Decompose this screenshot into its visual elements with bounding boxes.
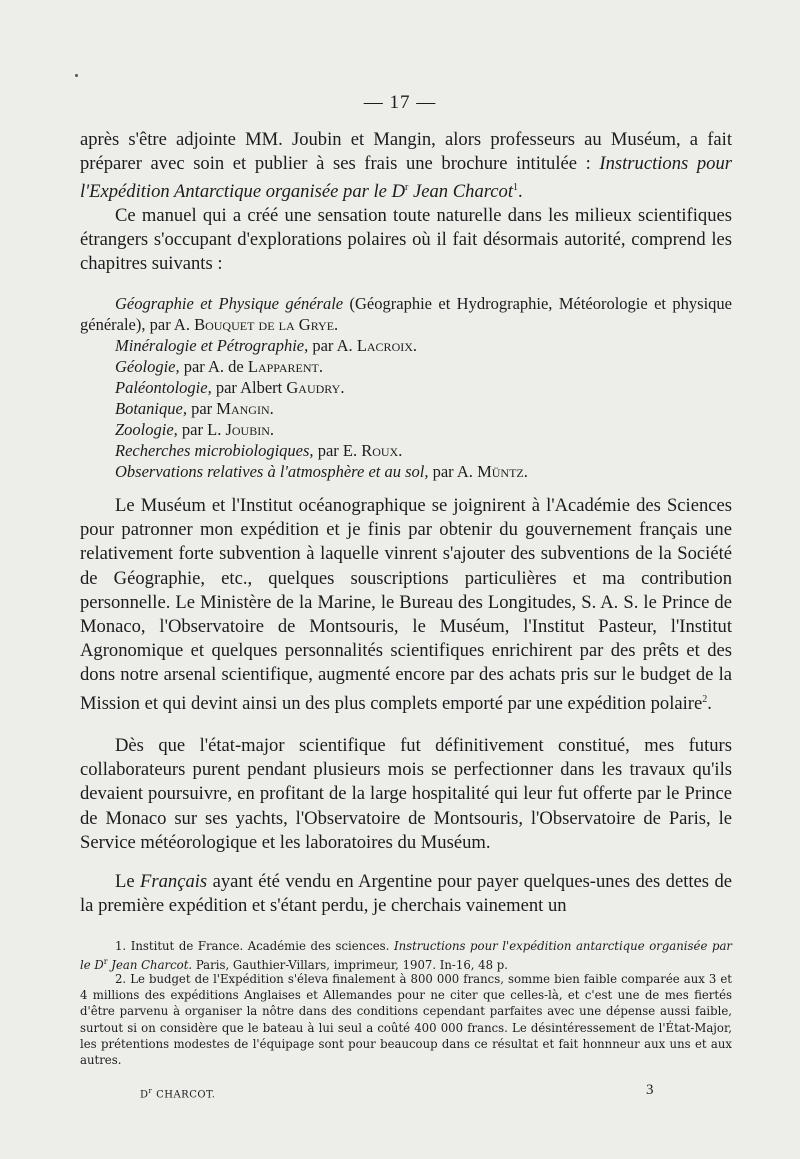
chapter-title: Zoologie,	[115, 420, 178, 439]
chapter-list	[80, 293, 732, 482]
chapter-title: Botanique,	[115, 399, 187, 418]
paragraph-3-end: .	[707, 692, 712, 714]
paragraph-5-rest: ayant été vendu en Argentine pour payer quelques-unes des dettes de la première expédition et s'étant perdu, je cherchais vainement un	[80, 871, 733, 917]
chapter-text: par A.	[308, 336, 357, 355]
chapter-title: Recherches microbiologiques,	[115, 441, 314, 460]
chapter-author: Mangin	[216, 399, 270, 418]
print-speck	[75, 74, 78, 77]
chapter-text: par A.	[428, 462, 478, 481]
brochure-title: Instructions pour l'Expédition Antarctique organisée par le D	[80, 153, 732, 203]
signature-sup: r	[148, 1087, 153, 1095]
footnote-1-sup: r	[103, 957, 108, 967]
chapter-author: Müntz	[477, 462, 524, 481]
paragraph-1	[80, 128, 732, 205]
chapter-end: .	[398, 441, 403, 460]
chapter-item	[80, 440, 732, 461]
footnote-1-text: 1. Institut de France. Académie des sciences.	[115, 939, 394, 953]
chapter-item	[80, 377, 732, 398]
paragraph-5-text: Le	[115, 871, 141, 892]
brochure-title-sup: r	[405, 182, 409, 194]
chapter-text: par A. de	[179, 357, 248, 376]
footnote-1-publisher: Paris, Gauthier-Villars, imprimeur, 1907. In-16, 48 p.	[192, 958, 508, 973]
chapter-text: (Géographie et Hydrographie, Météorologie et physique générale), par A.	[80, 294, 732, 334]
chapter-item	[80, 419, 732, 440]
chapter-author: Joubin	[225, 420, 270, 439]
chapter-end: .	[334, 315, 339, 334]
chapter-title: Géologie,	[115, 357, 180, 376]
paragraph-1-end: .	[518, 181, 523, 203]
paragraph-2: Ce manuel qui a créé une sensation toute naturelle dans les milieux scientifiques étrangers s'occupant d'explorations polaires où il fait désormais autorité, comprend les chapitres suivants :	[80, 205, 732, 275]
chapter-title: Paléontologie,	[115, 378, 212, 397]
chapter-author: Lapparent	[247, 357, 319, 376]
footnote-1-name: Jean Charcot.	[107, 958, 193, 973]
footnote-ref-2: 2	[702, 693, 708, 705]
chapter-text: par	[186, 399, 217, 418]
footnote-ref-1: 1	[513, 182, 519, 194]
footnote-1	[80, 938, 732, 973]
chapter-item	[80, 293, 732, 335]
page-number: — 17 —	[363, 92, 437, 113]
chapter-end: .	[269, 399, 274, 418]
chapter-end: .	[412, 336, 418, 355]
chapter-item	[80, 335, 732, 356]
chapter-author: Lacroix	[356, 336, 413, 355]
chapter-author: Bouquet de la Grye	[194, 315, 335, 334]
chapter-end: .	[523, 462, 528, 481]
signature-name: CHARCOT.	[152, 1089, 216, 1101]
chapter-text: par E.	[313, 441, 362, 460]
chapter-author: Gaudry	[286, 378, 341, 397]
chapter-item	[80, 461, 732, 482]
paragraph-3-text: Le Muséum et l'Institut océanographique se joignirent à l'Académie des Sciences pour patronner mon expédition et je finis par obtenir du gouvernement français une relativement forte subvention à laquelle vinrent s'ajouter des subventions de la Société de Géographie, etc., quelques souscriptions particulières et ma contribution personnelle. Le Ministère de la Marine, le Bureau des Longitudes, S. A. S. le Prince de Monaco, l'Observatoire de Montsouris, le Muséum, l'Institut Pasteur, l'Institut Agronomique et quelques personnalités scientifiques enrichirent par des prêts et des dons notre arsenal scientifique, augmenté encore par des achats pris sur le budget de la Mission et qui devint ainsi un des plus complets emporté par une expédition polaire	[80, 495, 732, 714]
paragraph-4: Dès que l'état-major scientifique fut définitivement constitué, mes futurs collaborateurs purent pendant plusieurs mois se perfectionner dans les travaux qu'ils devaient poursuivre, en profitant de la large hospitalité qui leur fut offerte par le Prince de Monaco sur ses yachts, l'Observatoire de Montsouris, l'Observatoire de Paris, le Service météorologique et les laboratoires du Muséum.	[80, 735, 732, 853]
chapter-author: Roux	[361, 441, 399, 460]
sheet-number: 3	[646, 1082, 654, 1098]
footnote-2: 2. Le budget de l'Expédition s'éleva finalement à 800 000 francs, somme bien faible comparée aux 3 et 4 millions des expéditions Anglaises et Allemandes pour ne citer que celles-là, et c'est une de mes fiertés d'être parvenu à organiser la nôtre dans des conditions cependant parfaites avec une dépense aussi faible, surtout si on considère que le bateau à lui seul a coûté 400 000 francs. Le désintéressement de l'État-Major, les prétentions modestes de l'équipage sont pour beaucoup dans ce résultat et fait honnneur aux uns et aux autres.	[80, 972, 732, 1068]
footnote-1-title: Instructions pour l'expédition antarctique organisée par le D	[80, 939, 732, 973]
chapter-title: Géographie et Physique générale	[115, 294, 344, 313]
brochure-title-name: Jean Charcot	[408, 181, 514, 203]
paragraph-1-text: après s'être adjointe MM. Joubin et Mangin, alors professeurs au Muséum, a fait préparer avec soin et publier à ses frais une brochure intitulée :	[80, 129, 732, 175]
signature-mark	[140, 1087, 215, 1100]
chapter-end: .	[318, 357, 324, 376]
chapter-end: .	[269, 420, 274, 439]
ship-name: Français	[140, 871, 208, 892]
paragraph-3	[80, 494, 732, 716]
paragraph-5	[80, 870, 732, 918]
chapter-item	[80, 356, 732, 377]
chapter-text: par Albert	[211, 378, 287, 397]
chapter-title: Minéralogie et Pétrographie,	[115, 336, 309, 355]
chapter-title: Observations relatives à l'atmosphère et au sol,	[115, 462, 429, 481]
chapter-text: par L.	[177, 420, 226, 439]
signature-prefix: D	[140, 1089, 149, 1101]
chapter-item	[80, 398, 732, 419]
chapter-end: .	[340, 378, 345, 397]
